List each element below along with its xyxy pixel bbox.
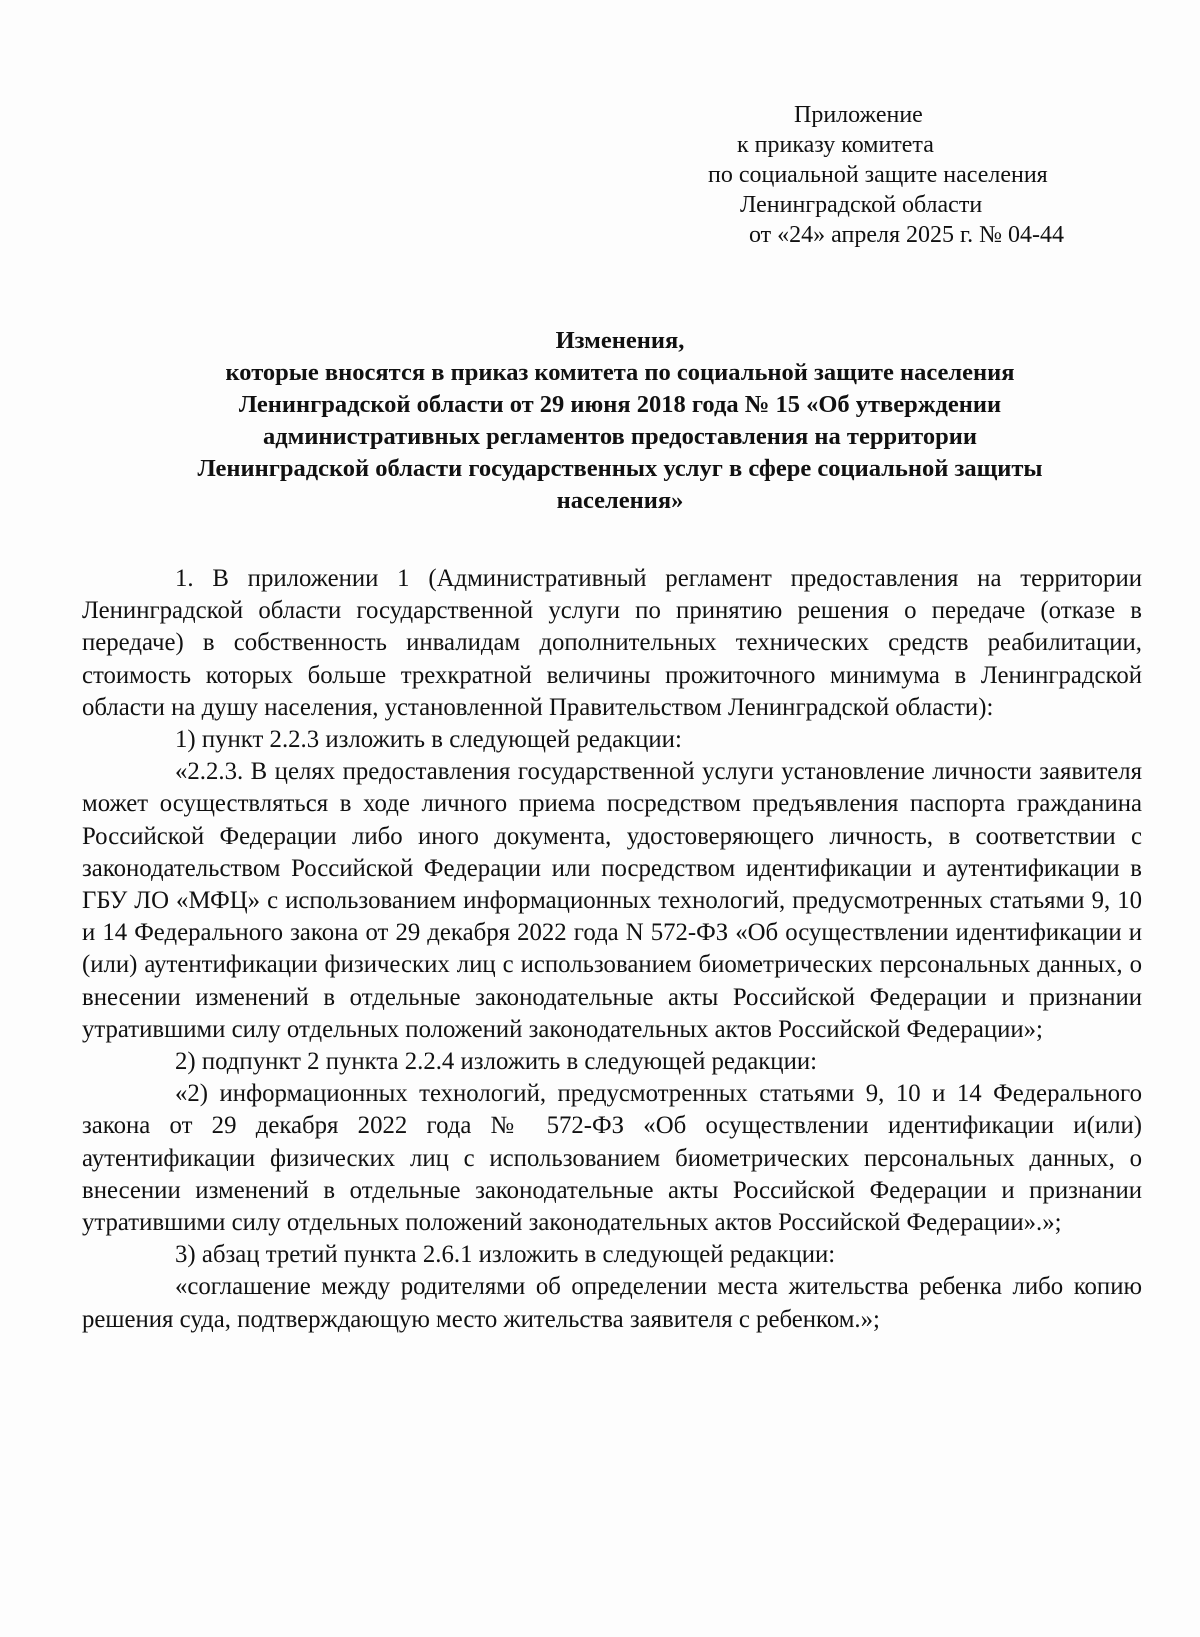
appendix-line: по социальной защите населения [708, 162, 1048, 188]
body-paragraph: 3) абзац третий пункта 2.6.1 изложить в следующей редакции: [175, 1241, 836, 1269]
body-paragraph: 2) подпункт 2 пункта 2.2.4 изложить в следующей редакции: [175, 1048, 818, 1076]
body-paragraph: «2) информационных технологий, предусмотренных статьями 9, 10 и 14 Федерального закона от 29 декабря 2022 года № 572-ФЗ «Об осуществлении идентификации и(или) аутентификации физических лиц с использованием биометрических персональных данных, о внесении изменений в отдельные законодательные акты Российской Федерации и признании утратившими силу отдельных положений законодательных актов Российской Федерации».»; [82, 1080, 1142, 1237]
appendix-header [690, 100, 1160, 250]
body-paragraph: «2.2.3. В целях предоставления государственной услуги установление личности заявителя может осуществляться в ходе личного приема посредством предъявления паспорта гражданина Российской Федерации либо иного документа, удостоверяющего личность, в соответствии с законодательством Российской Федерации или посредством идентификации и аутентификации в ГБУ ЛО «МФЦ» с использованием информационных технологий, предусмотренных статьями 9, 10 и 14 Федерального закона от 29 декабря 2022 года N 572-ФЗ «Об осуществлении идентификации и (или) аутентификации физических лиц с использованием биометрических персональных данных, о внесении изменений в отдельные законодательные акты Российской Федерации и признании утратившими силу отдельных положений законодательных актов Российской Федерации»; [82, 758, 1142, 1043]
body-paragraph: 1. В приложении 1 (Административный регламент предоставления на территории Ленинградской области государственной услуги по принятию решения о передаче (отказе в передаче) в собственность инвалидам дополнительных технических средств реабилитации, стоимость которых больше трехкратной величины прожиточного минимума в Ленинградской области на душу населения, установленной Правительством Ленинградской области): [82, 565, 1142, 721]
title-line: Изменения, [555, 327, 685, 354]
title-line: которые вносятся в приказ комитета по социальной защите населения [225, 359, 1015, 386]
body-paragraph: 1) пункт 2.2.3 изложить в следующей редакции: [175, 726, 682, 754]
title-line: населения» [556, 487, 684, 514]
document-body [82, 563, 1142, 1336]
appendix-line: к приказу комитета [737, 132, 934, 158]
title-line: Ленинградской области от 29 июня 2018 года № 15 «Об утверждении [238, 391, 1002, 418]
appendix-line: от «24» апреля 2025 г. № 04-44 [749, 222, 1065, 248]
appendix-line: Ленинградской области [740, 192, 983, 218]
title-line: административных регламентов предоставления на территории [262, 423, 978, 450]
body-paragraph: «соглашение между родителями об определении места жительства ребенка либо копию решения суда, подтверждающую место жительства заявителя с ребенком.»; [82, 1273, 1142, 1333]
appendix-line: Приложение [794, 102, 923, 128]
document-title [120, 325, 1120, 517]
title-line: Ленинградской области государственных услуг в сфере социальной защиты [197, 455, 1043, 482]
